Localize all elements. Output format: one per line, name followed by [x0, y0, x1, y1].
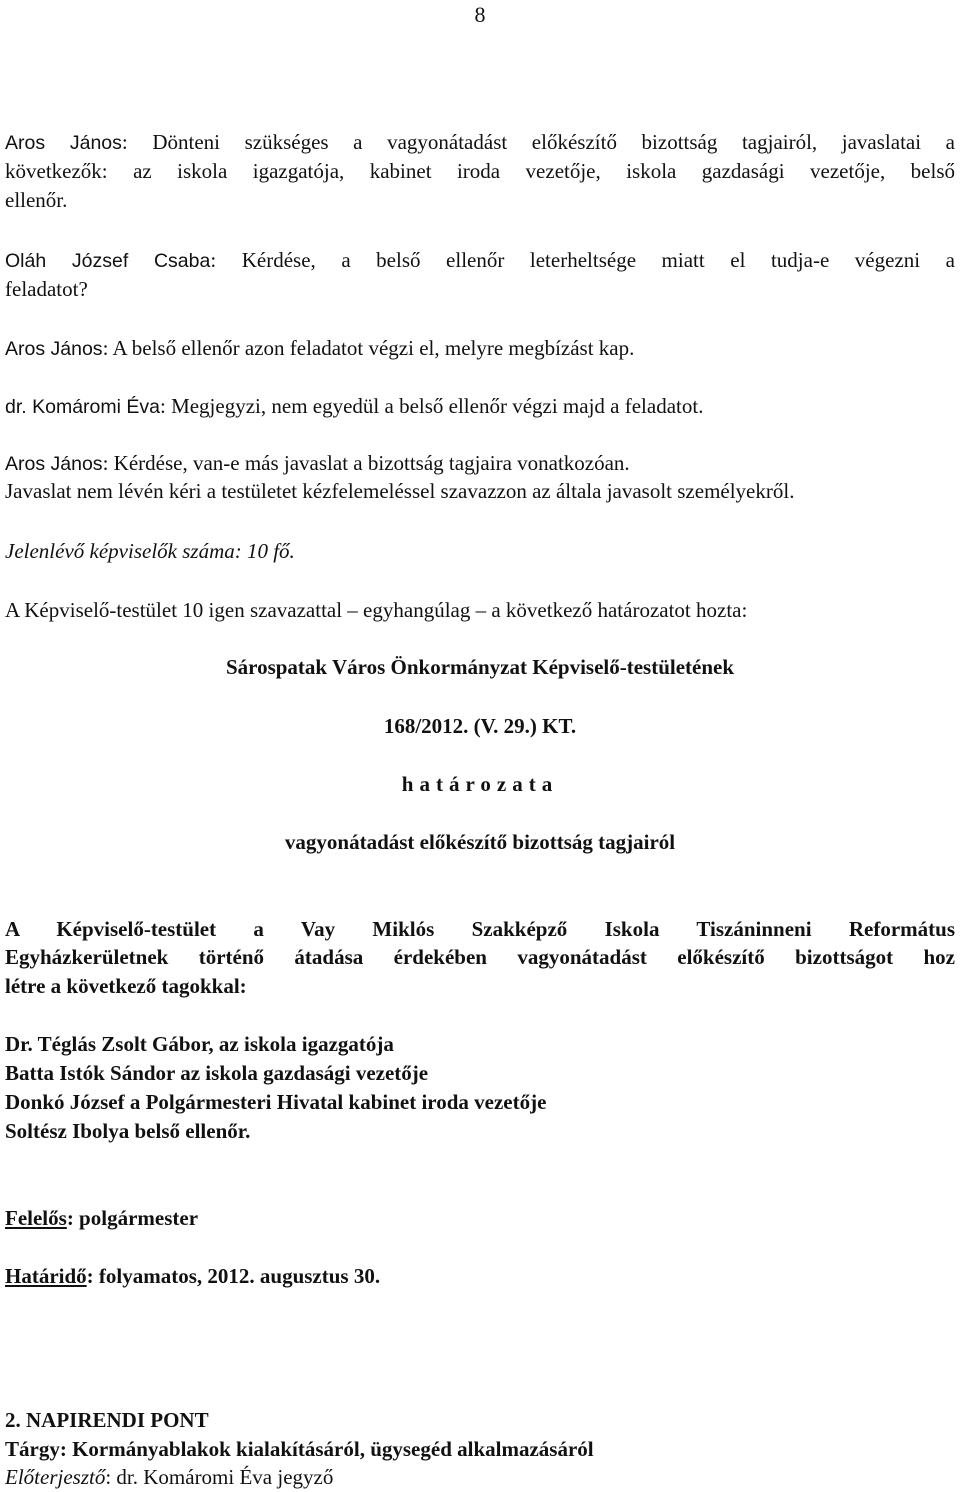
deadline-line: [5, 1262, 955, 1291]
speaker-name: Aros János: [5, 453, 103, 475]
agenda-title: 2. NAPIRENDI PONT: [5, 1408, 209, 1432]
presenter-label: Előterjesztő: [5, 1465, 106, 1489]
speaker-name: Aros János: [5, 338, 103, 360]
agenda-presenter: [5, 1463, 955, 1492]
paragraph-3: [5, 334, 955, 364]
resolution-subject: vagyonátadást előkészítő bizottság tagjairól: [284, 830, 676, 854]
paragraph-4: [5, 392, 955, 422]
resolution-text-line-3: létre a következő tagokkal:: [5, 974, 247, 998]
member-item: Donkó József a Polgármesteri Hivatal kabinet iroda vezetője: [5, 1090, 547, 1114]
resolution-text-line-1: A Képviselő-testület a Vay Miklós Szakképző Iskola Tiszáninneni Református: [5, 917, 955, 941]
presenter-value: : dr. Komáromi Éva jegyző: [105, 1465, 334, 1489]
agenda-subject: Tárgy: Kormányablakok kialakításáról, ügysegéd alkalmazásáról: [5, 1437, 594, 1461]
deadline-value: : folyamatos, 2012. augusztus 30.: [86, 1264, 381, 1288]
speaker-name: Aros János: [5, 132, 122, 154]
paragraph-5-line-2: Javaslat nem lévén kéri a testületet kézfelemeléssel szavazzon az általa javasolt személyekről.: [5, 479, 795, 503]
speaker-name: Oláh József Csaba: [5, 250, 211, 272]
paragraph-1-line-1: [5, 128, 955, 158]
responsible-line: [5, 1204, 955, 1233]
attendance-note: Jelenlévő képviselők száma: 10 fő.: [5, 539, 295, 563]
paragraph-text: : Kérdése, van-e más javaslat a bizottság tagjaira vonatkozóan.: [102, 451, 630, 475]
paragraph-1-line-2: következők: az iskola igazgatója, kabinet iroda vezetője, iskola gazdasági vezetője, belső: [5, 159, 955, 183]
vote-statement: A Képviselő-testület 10 igen szavazattal – egyhangúlag – a következő határozatot hozta:: [5, 598, 748, 622]
speaker-name: dr. Komáromi Éva: [5, 396, 160, 418]
member-item: Batta Istók Sándor az iskola gazdasági vezetője: [5, 1061, 429, 1085]
paragraph-2-line-1: [5, 246, 955, 276]
resolution-text-line-2: Egyházkerületnek történő átadása érdekében vagyonátadást előkészítő bizottságot hoz: [5, 945, 955, 969]
resolution-type: határozata: [401, 772, 559, 796]
resolution-body: Sárospatak Város Önkormányzat Képviselő-testületének: [225, 655, 735, 679]
paragraph-5-line-1: [5, 449, 955, 479]
paragraph-text: : Megjegyzi, nem egyedül a belső ellenőr végzi majd a feladatot.: [159, 394, 704, 418]
deadline-label: Határidő: [5, 1264, 87, 1288]
responsible-label: Felelős: [5, 1206, 67, 1230]
member-item: Dr. Téglás Zsolt Gábor, az iskola igazgatója: [5, 1032, 394, 1056]
paragraph-2-line-2: feladatot?: [5, 277, 88, 301]
page-number: 8: [474, 2, 486, 27]
paragraph-1-line-3: ellenőr.: [5, 188, 68, 212]
paragraph-text: : Kérdése, a belső ellenőr leterheltsége miatt el tudja-e végezni a: [210, 248, 955, 272]
resolution-number: 168/2012. (V. 29.) KT.: [383, 714, 577, 738]
paragraph-text: : A belső ellenőr azon feladatot végzi el, melyre megbízást kap.: [102, 336, 635, 360]
responsible-value: : polgármester: [66, 1206, 199, 1230]
member-item: Soltész Ibolya belső ellenőr.: [5, 1119, 251, 1143]
paragraph-text: : Dönteni szükséges a vagyonátadást előkészítő bizottság tagjairól, javaslatai a: [121, 130, 955, 154]
